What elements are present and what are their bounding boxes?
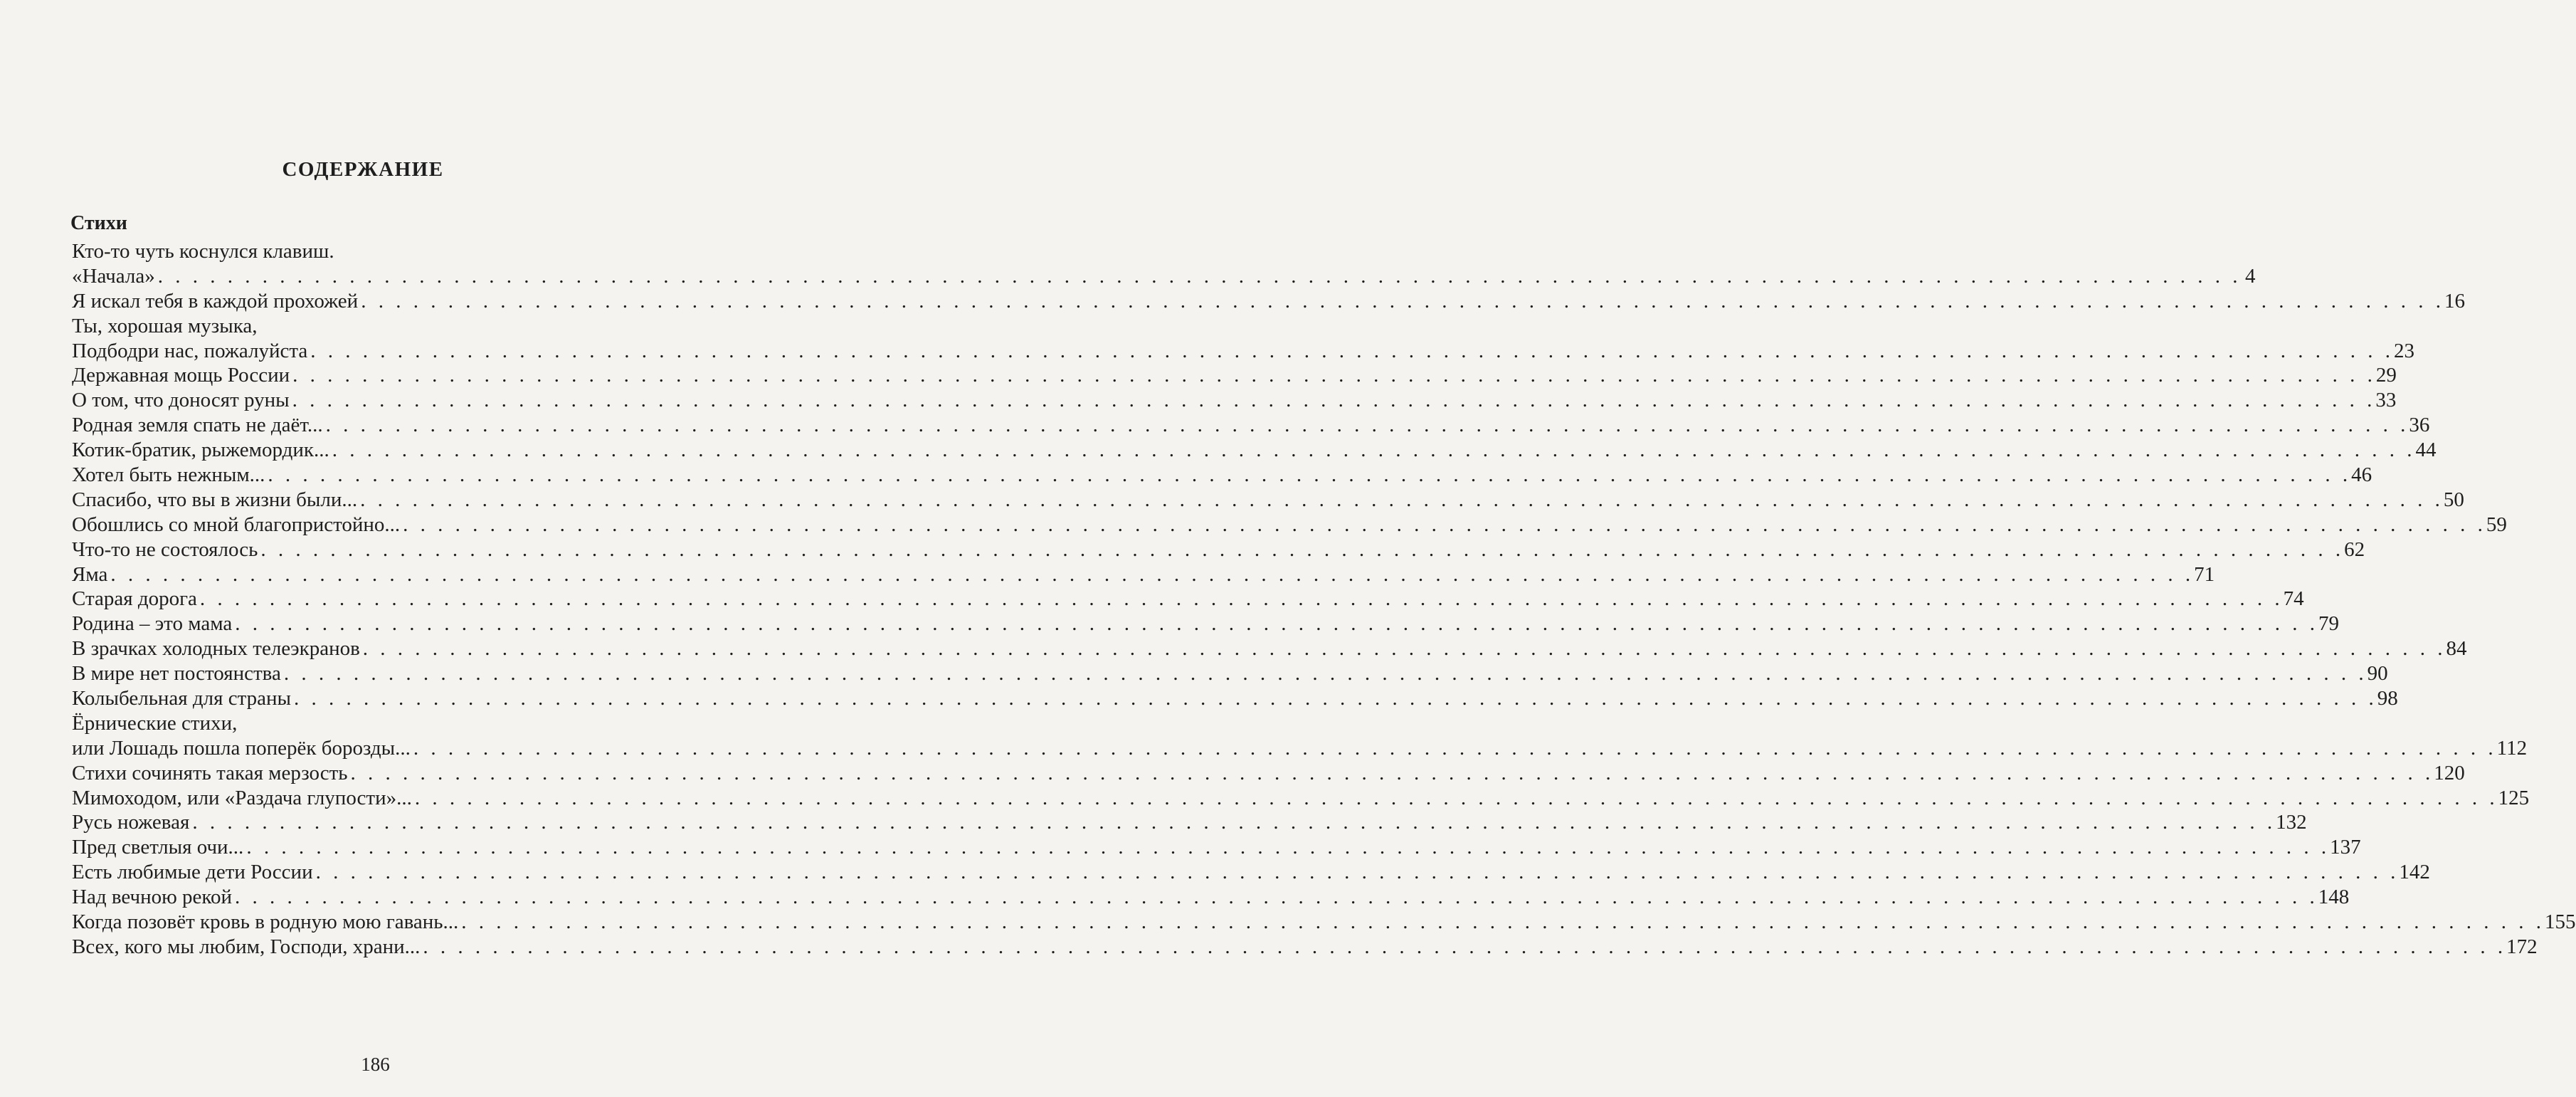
dot-leader: . . . . . . . . . . . . . . . . . . . . . . . . . . . . . . . . . . . . . . . . . . . . . . . . . . . . . . . . . . . . . . . . . . . . . . . . . . . . . . . . . . . . . . . . . . . . . . . . . . . . . . . . . . . . . . . . . . . . . . . . (157, 264, 2242, 288)
dot-leader: . . . . . . . . . . . . . . . . . . . . . . . . . . . . . . . . . . . . . . . . . . . . . . . . . . . . . . . . . . . . . . . . . . . . . . . . . . . . . . . . . . . . . . . . . . . . . . . . . . . . . . . . . . . . . . . . . . . . . . . . (268, 463, 2352, 487)
dot-leader: . . . . . . . . . . . . . . . . . . . . . . . . . . . . . . . . . . . . . . . . . . . . . . . . . . . . . . . . . . . . . . . . . . . . . . . . . . . . . . . . . . . . . . . . . . . . . . . . . . . . . . . . . . . . . . . . . . . . . . . . (110, 562, 2195, 586)
toc-entry-title: Кто-то чуть коснулся клавиш. (72, 240, 334, 263)
dot-leader: . . . . . . . . . . . . . . . . . . . . . . . . . . . . . . . . . . . . . . . . . . . . . . . . . . . . . . . . . . . . . . . . . . . . . . . . . . . . . . . . . . . . . . . . . . . . . . . . . . . . . . . . . . . . . . . . . . . . . . . . (199, 587, 2284, 611)
toc-entry (72, 264, 2256, 289)
toc-entry (72, 438, 2437, 463)
toc-entry-title: Русь ножевая (72, 811, 190, 834)
toc-entry (72, 636, 2467, 661)
dot-leader: . . . . . . . . . . . . . . . . . . . . . . . . . . . . . . . . . . . . . . . . . . . . . . . . . . . . . . . . . . . . . . . . . . . . . . . . . . . . . . . . . . . . . . . . . . . . . . . . . . . . . . . . . . . . . . . . . . . . . . . . (413, 736, 2497, 760)
dot-leader: . . . . . . . . . . . . . . . . . . . . . . . . . . . . . . . . . . . . . . . . . . . . . . . . . . . . . . . . . . . . . . . . . . . . . . . . . . . . . . . . . . . . . . . . . . . . . . . . . . . . . . . . . . . . . . . . . . . . . . . . (292, 389, 2376, 412)
toc-entry-page: 142 (2399, 861, 2430, 884)
toc-entry-title: Над вечною рекой (72, 886, 233, 909)
toc-entry-page: 84 (2446, 637, 2467, 661)
toc-entry-page: 74 (2283, 587, 2304, 611)
toc-entry (72, 810, 2307, 835)
toc-entry-title: Когда позовёт кровь в родную мою гавань... (72, 910, 459, 934)
dot-leader: . . . . . . . . . . . . . . . . . . . . . . . . . . . . . . . . . . . . . . . . . . . . . . . . . . . . . . . . . . . . . . . . . . . . . . . . . . . . . . . . . . . . . . . . . . . . . . . . . . . . . . . . . . . . . . . . . . . . . . . . (403, 513, 2486, 536)
toc-entry-page: 148 (2318, 886, 2350, 909)
toc-entry-page: 120 (2434, 761, 2465, 784)
toc-entry-page: 112 (2496, 736, 2528, 760)
toc-entry (72, 388, 2397, 413)
toc-entry-title: Всех, кого мы любим, Господи, храни... (72, 935, 421, 958)
toc-entry (72, 562, 2215, 587)
toc-entry-page: 33 (2375, 389, 2397, 412)
dot-leader: . . . . . . . . . . . . . . . . . . . . . . . . . . . . . . . . . . . . . . . . . . . . . . . . . . . . . . . . . . . . . . . . . . . . . . . . . . . . . . . . . . . . . . . . . . . . . . . . . . . . . . . . . . . . . . . . . . . . . . . . (292, 364, 2376, 387)
toc-entry-title: Ты, хорошая музыка, (72, 314, 258, 337)
toc-entry-title: Ёрнические стихи, (72, 711, 238, 735)
toc-entry-page: 50 (2443, 488, 2464, 511)
toc-entry-title: Что-то не состоялось (72, 537, 258, 561)
toc-entry-title: Стихи сочинять такая мерзость (72, 761, 348, 784)
toc-entry (72, 289, 2465, 314)
toc-entry-page: 172 (2506, 935, 2538, 958)
toc-entry (72, 885, 2350, 910)
toc-entry-page: 59 (2486, 513, 2507, 536)
toc-entry-title: Есть любимые дети России (72, 861, 313, 884)
toc-entry-page: 23 (2394, 339, 2415, 362)
dot-leader: . . . . . . . . . . . . . . . . . . . . . . . . . . . . . . . . . . . . . . . . . . . . . . . . . . . . . . . . . . . . . . . . . . . . . . . . . . . . . . . . . . . . . . . . . . . . . . . . . . . . . . . . . . . . . . . . . . . . . . . . (350, 761, 2434, 784)
contents-heading: СОДЕРЖАНИЕ (282, 158, 444, 181)
toc-entry (72, 339, 2415, 364)
toc-entry (72, 860, 2430, 885)
toc-entry-page: 155 (2545, 910, 2576, 934)
toc-entry-title: Державная мощь России (72, 364, 290, 387)
toc-entry (72, 239, 650, 264)
dot-leader: . . . . . . . . . . . . . . . . . . . . . . . . . . . . . . . . . . . . . . . . . . . . . . . . . . . . . . . . . . . . . . . . . . . . . . . . . . . . . . . . . . . . . . . . . . . . . . . . . . . . . . . . . . . . . . . . . . . . . . . . (414, 786, 2498, 809)
toc-entry (72, 786, 2530, 811)
toc-entry-page: 125 (2498, 786, 2530, 809)
toc-entry (72, 587, 2304, 612)
toc-entry-title: Старая дорога (72, 587, 197, 611)
dot-leader: . . . . . . . . . . . . . . . . . . . . . . . . . . . . . . . . . . . . . . . . . . . . . . . . . . . . . . . . . . . . . . . . . . . . . . . . . . . . . . . . . . . . . . . . . . . . . . . . . . . . . . . . . . . . . . . . . . . . . . . . (235, 612, 2319, 636)
toc-entry-page: 132 (2276, 811, 2307, 834)
toc-entry-page: 98 (2377, 687, 2398, 710)
dot-leader: . . . . . . . . . . . . . . . . . . . . . . . . . . . . . . . . . . . . . . . . . . . . . . . . . . . . . . . . . . . . . . . . . . . . . . . . . . . . . . . . . . . . . . . . . . . . . . . . . . . . . . . . . . . . . . . . . . . . . . . . (332, 439, 2416, 462)
toc-entry-page: 29 (2375, 364, 2397, 387)
dot-leader: . . . . . . . . . . . . . . . . . . . . . . . . . . . . . . . . . . . . . . . . . . . . . . . . . . . . . . . . . . . . . . . . . . . . . . . . . . . . . . . . . . . . . . . . . . . . . . . . . . . . . . . . . . . . . . . . . . . . . . . . (260, 537, 2345, 561)
toc-entry-title: Мимоходом, или «Раздача глупости»... (72, 786, 412, 809)
dot-leader: . . . . . . . . . . . . . . . . . . . . . . . . . . . . . . . . . . . . . . . . . . . . . . . . . . . . . . . . . . . . . . . . . . . . . . . . . . . . . . . . . . . . . . . . . . . . . . . . . . . . . . . . . . . . . . . . . . . . . . . . (310, 339, 2395, 362)
dot-leader: . . . . . . . . . . . . . . . . . . . . . . . . . . . . . . . . . . . . . . . . . . . . . . . . . . . . . . . . . . . . . . . . . . . . . . . . . . . . . . . . . . . . . . . . . . . . . . . . . . . . . . . . . . . . . . . . . . . . . . . . (293, 687, 2377, 710)
toc-entry (72, 661, 2388, 686)
dot-leader: . . . . . . . . . . . . . . . . . . . . . . . . . . . . . . . . . . . . . . . . . . . . . . . . . . . . . . . . . . . . . . . . . . . . . . . . . . . . . . . . . . . . . . . . . . . . . . . . . . . . . . . . . . . . . . . . . . . . . . . . (235, 886, 2318, 909)
toc-entry (72, 686, 2398, 711)
toc-entry (72, 761, 2465, 786)
dot-leader: . . . . . . . . . . . . . . . . . . . . . . . . . . . . . . . . . . . . . . . . . . . . . . . . . . . . . . . . . . . . . . . . . . . . . . . . . . . . . . . . . . . . . . . . . . . . . . . . . . . . . . . . . . . . . . . . . . . . . . . . (283, 662, 2368, 686)
toc-entry (72, 413, 2430, 438)
toc-entry-title: Обошлись со мной благопристойно... (72, 513, 401, 536)
dot-leader: . . . . . . . . . . . . . . . . . . . . . . . . . . . . . . . . . . . . . . . . . . . . . . . . . . . . . . . . . . . . . . . . . . . . . . . . . . . . . . . . . . . . . . . . . . . . . . . . . . . . . . . . . . . . . . . . . . . . . . . . (325, 414, 2409, 437)
dot-leader: . . . . . . . . . . . . . . . . . . . . . . . . . . . . . . . . . . . . . . . . . . . . . . . . . . . . . . . . . . . . . . . . . . . . . . . . . . . . . . . . . . . . . . . . . . . . . . . . . . . . . . . . . . . . . . . . . . . . . . . . (361, 289, 2444, 313)
toc-entry (72, 935, 2538, 960)
dot-leader: . . . . . . . . . . . . . . . . . . . . . . . . . . . . . . . . . . . . . . . . . . . . . . . . . . . . . . . . . . . . . . . . . . . . . . . . . . . . . . . . . . . . . . . . . . . . . . . . . . . . . . . . . . . . . . . . . . . . . . . . (360, 488, 2444, 511)
section-heading: Стихи (70, 212, 127, 234)
toc-entry-title: Спасибо, что вы в жизни были... (72, 488, 358, 511)
toc-entry-title: Яма (72, 562, 108, 586)
toc-entry-title: Подбодри нас, пожалуйста (72, 339, 308, 362)
toc-entry (72, 363, 2397, 388)
toc-entry-title: или Лошадь пошла поперёк борозды... (72, 736, 411, 760)
toc-entry-title: Хотел быть нежным... (72, 463, 265, 487)
toc-entry-title: В мире нет постоянства (72, 662, 281, 686)
toc-entry-page: 137 (2330, 836, 2361, 859)
page-number: 186 (361, 1054, 390, 1075)
toc-entry (72, 537, 2365, 562)
dot-leader: . . . . . . . . . . . . . . . . . . . . . . . . . . . . . . . . . . . . . . . . . . . . . . . . . . . . . . . . . . . . . . . . . . . . . . . . . . . . . . . . . . . . . . . . . . . . . . . . . . . . . . . . . . . . . . . . . . . . . . . . (192, 811, 2276, 834)
toc-entry-title: Пред светлыя очи... (72, 836, 244, 859)
toc-entry-page: 46 (2351, 463, 2372, 487)
toc-entry (72, 835, 2361, 860)
dot-leader: . . . . . . . . . . . . . . . . . . . . . . . . . . . . . . . . . . . . . . . . . . . . . . . . . . . . . . . . . . . . . . . . . . . . . . . . . . . . . . . . . . . . . . . . . . . . . . . . . . . . . . . . . . . . . . . . . . . . . . . . (362, 637, 2446, 661)
toc-entry-page: 4 (2244, 264, 2256, 288)
toc-entry (72, 463, 2372, 488)
table-of-contents (72, 239, 2576, 960)
dot-leader: . . . . . . . . . . . . . . . . . . . . . . . . . . . . . . . . . . . . . . . . . . . . . . . . . . . . . . . . . . . . . . . . . . . . . . . . . . . . . . . . . . . . . . . . . . . . . . . . . . . . . . . . . . . . . . . . . . . . . . . . (315, 861, 2400, 884)
toc-entry-title: Котик-братик, рыжемордик... (72, 439, 329, 462)
dot-leader: . . . . . . . . . . . . . . . . . . . . . . . . . . . . . . . . . . . . . . . . . . . . . . . . . . . . . . . . . . . . . . . . . . . . . . . . . . . . . . . . . . . . . . . . . . . . . . . . . . . . . . . . . . . . . . . . . . . . . . . . (423, 935, 2507, 958)
toc-entry (72, 513, 2507, 537)
toc-entry-page: 90 (2367, 662, 2388, 686)
toc-entry-page: 44 (2415, 439, 2437, 462)
toc-entry-page: 62 (2344, 537, 2365, 561)
toc-entry-title: Колыбельная для страны (72, 687, 291, 710)
toc-entry-title: Родина – это мама (72, 612, 233, 636)
toc-entry-title: «Начала» (72, 264, 155, 288)
toc-entry (72, 910, 2576, 935)
toc-entry-title: Я искал тебя в каждой прохожей (72, 289, 359, 313)
toc-entry-title: Родная земля спать не даёт... (72, 414, 323, 437)
toc-entry-title: В зрачках холодных телеэкранов (72, 637, 360, 661)
dot-leader: . . . . . . . . . . . . . . . . . . . . . . . . . . . . . . . . . . . . . . . . . . . . . . . . . . . . . . . . . . . . . . . . . . . . . . . . . . . . . . . . . . . . . . . . . . . . . . . . . . . . . . . . . . . . . . . . . . . . . . . . (246, 836, 2330, 859)
toc-entry-page: 71 (2194, 562, 2215, 586)
toc-entry (72, 488, 2464, 513)
toc-entry (72, 612, 2340, 636)
toc-entry-title: О том, что доносят руны (72, 389, 290, 412)
dot-leader: . . . . . . . . . . . . . . . . . . . . . . . . . . . . . . . . . . . . . . . . . . . . . . . . . . . . . . . . . . . . . . . . . . . . . . . . . . . . . . . . . . . . . . . . . . . . . . . . . . . . . . . . . . . . . . . . . . . . . . . . (461, 910, 2545, 934)
toc-entry-page: 79 (2318, 612, 2340, 636)
toc-entry (72, 736, 2528, 761)
toc-entry-page: 36 (2409, 414, 2430, 437)
toc-entry-page: 16 (2444, 289, 2465, 313)
toc-entry (72, 711, 650, 736)
toc-entry (72, 314, 650, 339)
